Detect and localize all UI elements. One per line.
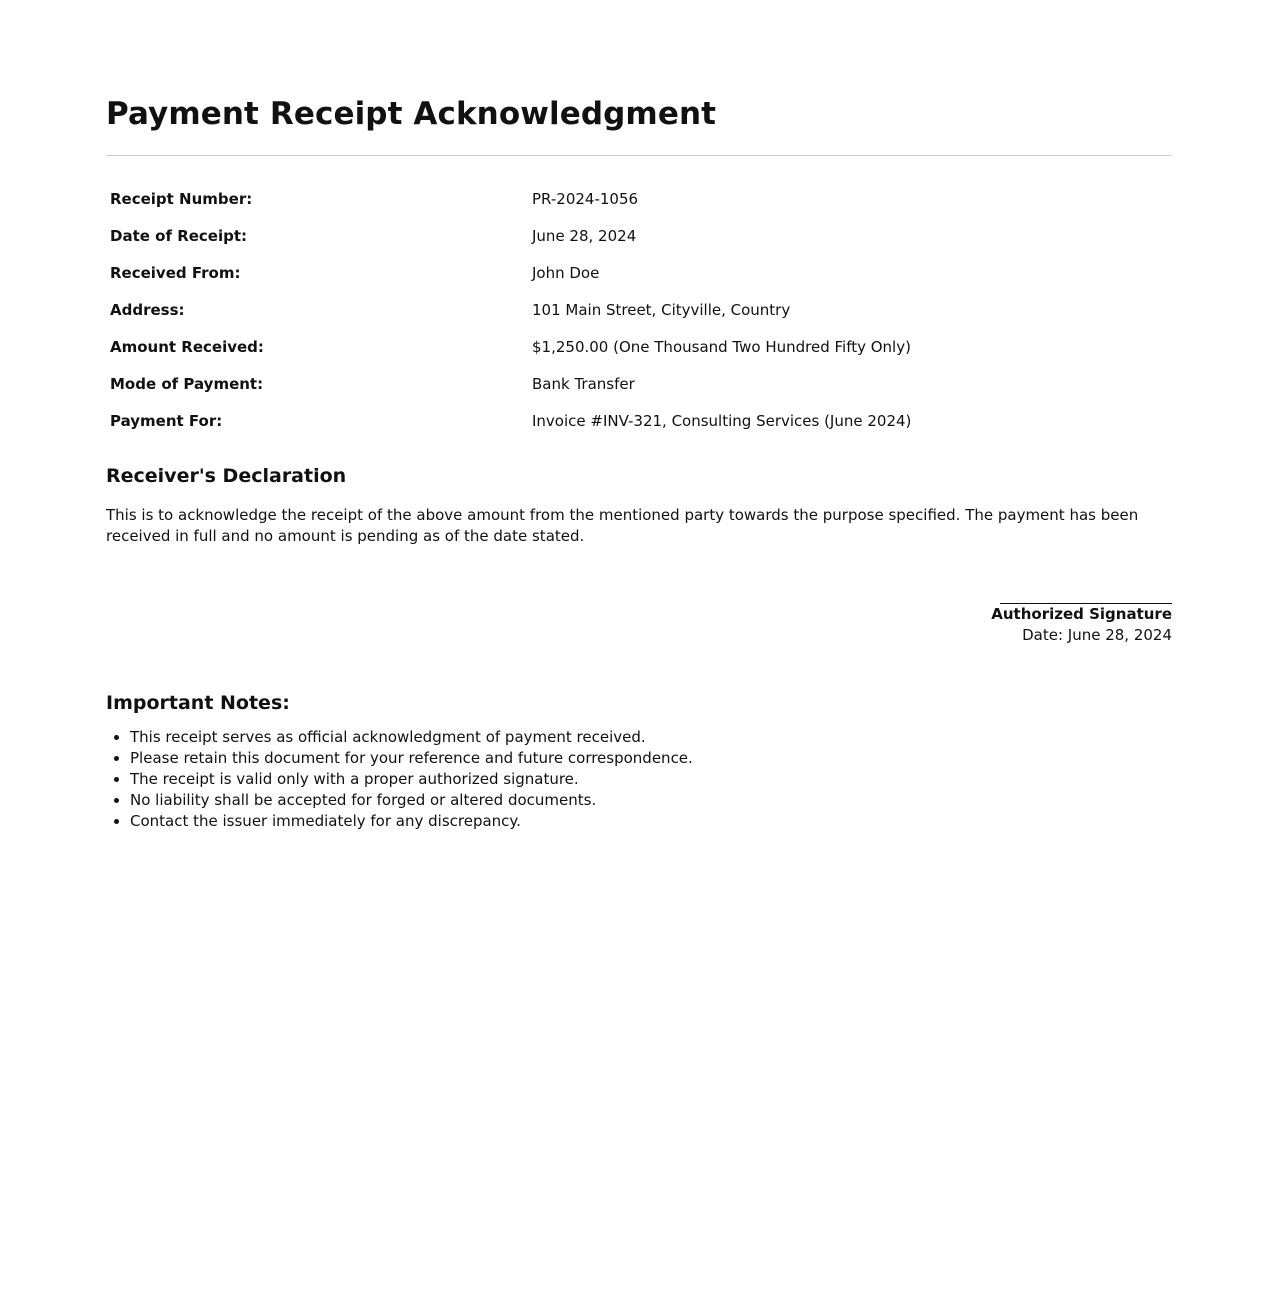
declaration-text: This is to acknowledge the receipt of the above amount from the mentioned party towards the purpose specified. The payment has been received in full and no amount is pending as of the date stated. xyxy=(106,506,1139,545)
detail-label: Date of Receipt: xyxy=(110,227,248,245)
detail-row-payment-for xyxy=(110,403,1172,440)
title-divider xyxy=(106,155,1172,156)
detail-label: Payment For: xyxy=(110,412,223,430)
receipt-details-table xyxy=(110,181,1172,440)
detail-row-mode-of-payment xyxy=(110,366,1172,403)
detail-row-receipt-number xyxy=(110,181,1172,218)
list-item: • Contact the issuer immediately for any discrepancy. xyxy=(130,811,693,832)
list-item: • Please retain this document for your reference and future correspondence. xyxy=(130,748,693,769)
signature-date: Date: June 28, 2024 xyxy=(1022,626,1172,644)
detail-row-amount-received xyxy=(110,329,1172,366)
detail-label: Receipt Number: xyxy=(110,190,253,208)
detail-row-date-of-receipt xyxy=(110,218,1172,255)
detail-label: Mode of Payment: xyxy=(110,375,264,393)
list-item: • No liability shall be accepted for forged or altered documents. xyxy=(130,790,693,811)
page-title: Payment Receipt Acknowledgment xyxy=(106,96,717,132)
signature-block xyxy=(991,603,1172,646)
detail-label: Received From: xyxy=(110,264,241,282)
detail-value: Bank Transfer xyxy=(532,375,635,393)
detail-value: John Doe xyxy=(532,264,600,282)
declaration-heading: Receiver's Declaration xyxy=(106,465,347,487)
signature-title: Authorized Signature xyxy=(991,605,1172,623)
detail-value: June 28, 2024 xyxy=(532,227,637,245)
notes-heading: Important Notes: xyxy=(106,692,290,714)
detail-value: PR-2024-1056 xyxy=(532,190,639,208)
notes-list xyxy=(106,727,693,832)
detail-row-address xyxy=(110,292,1172,329)
detail-label: Amount Received: xyxy=(110,338,264,356)
detail-label: Address: xyxy=(110,301,185,319)
list-item: • The receipt is valid only with a proper authorized signature. xyxy=(130,769,693,790)
detail-value: 101 Main Street, Cityville, Country xyxy=(532,301,791,319)
detail-value: $1,250.00 (One Thousand Two Hundred Fifty Only) xyxy=(532,338,911,356)
detail-row-received-from xyxy=(110,255,1172,292)
detail-value: Invoice #INV-321, Consulting Services (June 2024) xyxy=(532,412,912,430)
list-item: • This receipt serves as official acknowledgment of payment received. xyxy=(130,727,693,748)
